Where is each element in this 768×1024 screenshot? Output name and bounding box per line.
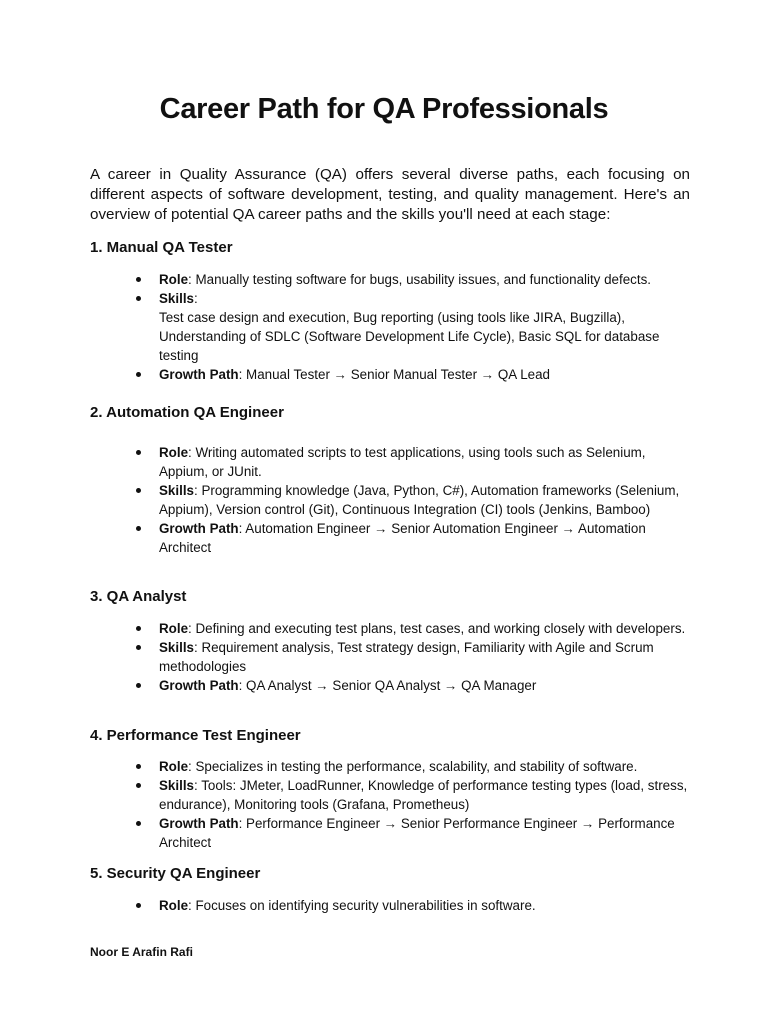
item-text: : Automation Engineer → Senior Automation Engineer → Automation Architect bbox=[159, 521, 646, 555]
item-text: : Manual Tester → Senior Manual Tester → QA Lead bbox=[238, 367, 550, 382]
item-text: : Performance Engineer → Senior Performance Engineer → Performance Architect bbox=[159, 816, 675, 850]
list-item bbox=[159, 814, 694, 852]
list-item bbox=[159, 481, 694, 519]
item-text: : Manually testing software for bugs, usability issues, and functionality defects. bbox=[188, 272, 651, 287]
section-heading-qa-analyst: 3. QA Analyst bbox=[90, 588, 187, 605]
item-term: Skills bbox=[159, 640, 194, 655]
section-list-automation-qa-engineer bbox=[159, 443, 694, 557]
section-list-qa-analyst bbox=[159, 619, 694, 695]
item-term: Growth Path bbox=[159, 816, 239, 831]
item-term: Growth Path bbox=[159, 678, 239, 693]
section-list-performance-test-engineer bbox=[159, 757, 694, 852]
item-term: Role bbox=[159, 445, 189, 460]
item-term: Skills bbox=[159, 778, 194, 793]
section-heading-automation-qa-engineer: 2. Automation QA Engineer bbox=[90, 404, 284, 421]
page-title: Career Path for QA Professionals bbox=[159, 93, 609, 125]
item-text: : Requirement analysis, Test strategy design, Familiarity with Agile and Scrum methodologies bbox=[159, 640, 654, 674]
item-text: : Specializes in testing the performance, scalability, and stability of software. bbox=[188, 759, 638, 774]
list-item bbox=[159, 676, 694, 695]
section-heading-performance-test-engineer: 4. Performance Test Engineer bbox=[90, 727, 301, 744]
item-term: Growth Path bbox=[159, 521, 239, 536]
item-text: : Writing automated scripts to test applications, using tools such as Selenium, Appium, or JUnit. bbox=[159, 445, 646, 479]
list-item bbox=[159, 638, 694, 676]
item-detail: Test case design and execution, Bug reporting (using tools like JIRA, Bugzilla), Understanding of SDLC (Software Development Life Cycle), Basic SQL for database testing bbox=[159, 310, 660, 363]
item-term: Role bbox=[159, 759, 189, 774]
section-list-manual-qa-tester bbox=[159, 270, 694, 384]
item-text: : Programming knowledge (Java, Python, C#), Automation frameworks (Selenium, Appium), Version control (Git), Continuous Integration (CI) tools (Jenkins, Bamboo) bbox=[159, 483, 680, 517]
list-item bbox=[159, 619, 694, 638]
list-item bbox=[159, 776, 694, 814]
author-footer: Noor E Arafin Rafi bbox=[90, 945, 193, 959]
item-term: Skills bbox=[159, 291, 194, 306]
section-heading-security-qa-engineer: 5. Security QA Engineer bbox=[90, 865, 261, 882]
list-item bbox=[159, 289, 694, 365]
item-term: Role bbox=[159, 898, 189, 913]
item-term: Role bbox=[159, 621, 189, 636]
section-heading-manual-qa-tester: 1. Manual QA Tester bbox=[90, 239, 233, 256]
list-item bbox=[159, 365, 694, 384]
item-term: Role bbox=[159, 272, 189, 287]
list-item bbox=[159, 896, 694, 915]
item-text: : Tools: JMeter, LoadRunner, Knowledge of performance testing types (load, stress, endurance), Monitoring tools (Grafana, Prometheus) bbox=[159, 778, 688, 812]
item-term: Skills bbox=[159, 483, 194, 498]
item-text: : Focuses on identifying security vulnerabilities in software. bbox=[188, 898, 536, 913]
list-item bbox=[159, 270, 694, 289]
intro-paragraph: A career in Quality Assurance (QA) offers several diverse paths, each focusing on different aspects of software development, testing, and quality management. Here's an overview of potential QA career paths and the skills you'll need at each stage: bbox=[90, 166, 690, 223]
section-list-security-qa-engineer bbox=[159, 896, 694, 915]
list-item bbox=[159, 757, 694, 776]
list-item bbox=[159, 519, 694, 557]
list-item bbox=[159, 443, 694, 481]
item-text: : bbox=[194, 291, 198, 306]
item-term: Growth Path bbox=[159, 367, 239, 382]
item-text: : QA Analyst → Senior QA Analyst → QA Manager bbox=[238, 678, 537, 693]
item-text: : Defining and executing test plans, test cases, and working closely with developers. bbox=[188, 621, 686, 636]
